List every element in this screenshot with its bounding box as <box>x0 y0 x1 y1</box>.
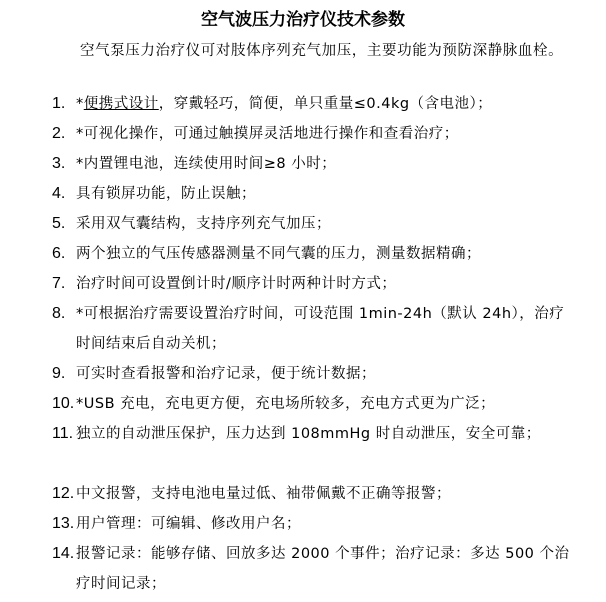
item-number: 7. <box>52 275 66 292</box>
list-item <box>0 479 606 509</box>
list-item <box>0 299 606 359</box>
spec-list <box>0 89 606 599</box>
intro-paragraph: 空气泵压力治疗仪可对肢体序列充气加压，主要功能为预防深静脉血栓。 <box>80 43 564 59</box>
item-number: 2. <box>52 125 66 142</box>
list-item <box>0 209 606 239</box>
list-item <box>0 419 606 479</box>
item-text: *可视化操作，可通过触摸屏灵活地进行操作和查看治疗； <box>76 126 459 142</box>
list-item <box>0 269 606 299</box>
item-number: 12. <box>52 485 75 502</box>
list-item <box>0 89 606 119</box>
item-text: 具有锁屏功能，防止误触； <box>76 186 256 202</box>
item-number: 10. <box>52 395 75 412</box>
list-item <box>0 179 606 209</box>
item-number: 3. <box>52 155 66 172</box>
item-text: 独立的自动泄压保护，压力达到 108mmHg 时自动泄压，安全可靠； <box>76 426 541 442</box>
list-item <box>0 389 606 419</box>
list-item <box>0 539 606 599</box>
item-number: 9. <box>52 365 66 382</box>
list-item <box>0 239 606 269</box>
item-number: 4. <box>52 185 66 202</box>
document-title: 空气波压力治疗仪技术参数 <box>201 10 405 30</box>
item-number: 5. <box>52 215 66 232</box>
item-number: 6. <box>52 245 66 262</box>
item-prefix: * <box>76 96 84 112</box>
list-item <box>0 509 606 539</box>
item-text: 可实时查看报警和治疗记录，便于统计数据； <box>76 366 376 382</box>
item-number: 1. <box>52 95 66 112</box>
item-text <box>76 89 576 119</box>
list-item <box>0 119 606 149</box>
item-text: *内置锂电池，连续使用时间≥8 小时； <box>76 156 337 172</box>
item-text: 采用双气囊结构，支持序列充气加压； <box>76 216 331 232</box>
item-rest-text: ，穿戴轻巧，简便，单只重量≤0.4kg（含电池）； <box>158 96 493 112</box>
item-text: 治疗时间可设置倒计时/顺序计时两种计时方式； <box>76 276 397 292</box>
item-number: 8. <box>52 305 66 322</box>
item-number: 13. <box>52 515 75 532</box>
item-text: 用户管理：可编辑、修改用户名； <box>76 516 301 532</box>
item-text: *可根据治疗需要设置治疗时间，可设范围 1min-24h（默认 24h），治疗时间结束后自动关机； <box>76 306 565 352</box>
item-number: 14. <box>52 545 75 562</box>
item-text: 报警记录：能够存储、回放多达 2000 个事件；治疗记录：多达 500 个治疗时间记录； <box>76 546 570 592</box>
list-item <box>0 359 606 389</box>
item-text: *USB 充电，充电更方便，充电场所较多，充电方式更为广泛； <box>76 396 496 412</box>
item-text: 两个独立的气压传感器测量不同气囊的压力，测量数据精确； <box>76 246 481 262</box>
item-underlined-text: 便携式设计 <box>83 96 159 112</box>
item-number: 11. <box>52 425 74 442</box>
item-text: 中文报警，支持电池电量过低、袖带佩戴不正确等报警； <box>76 486 451 502</box>
list-item <box>0 149 606 179</box>
